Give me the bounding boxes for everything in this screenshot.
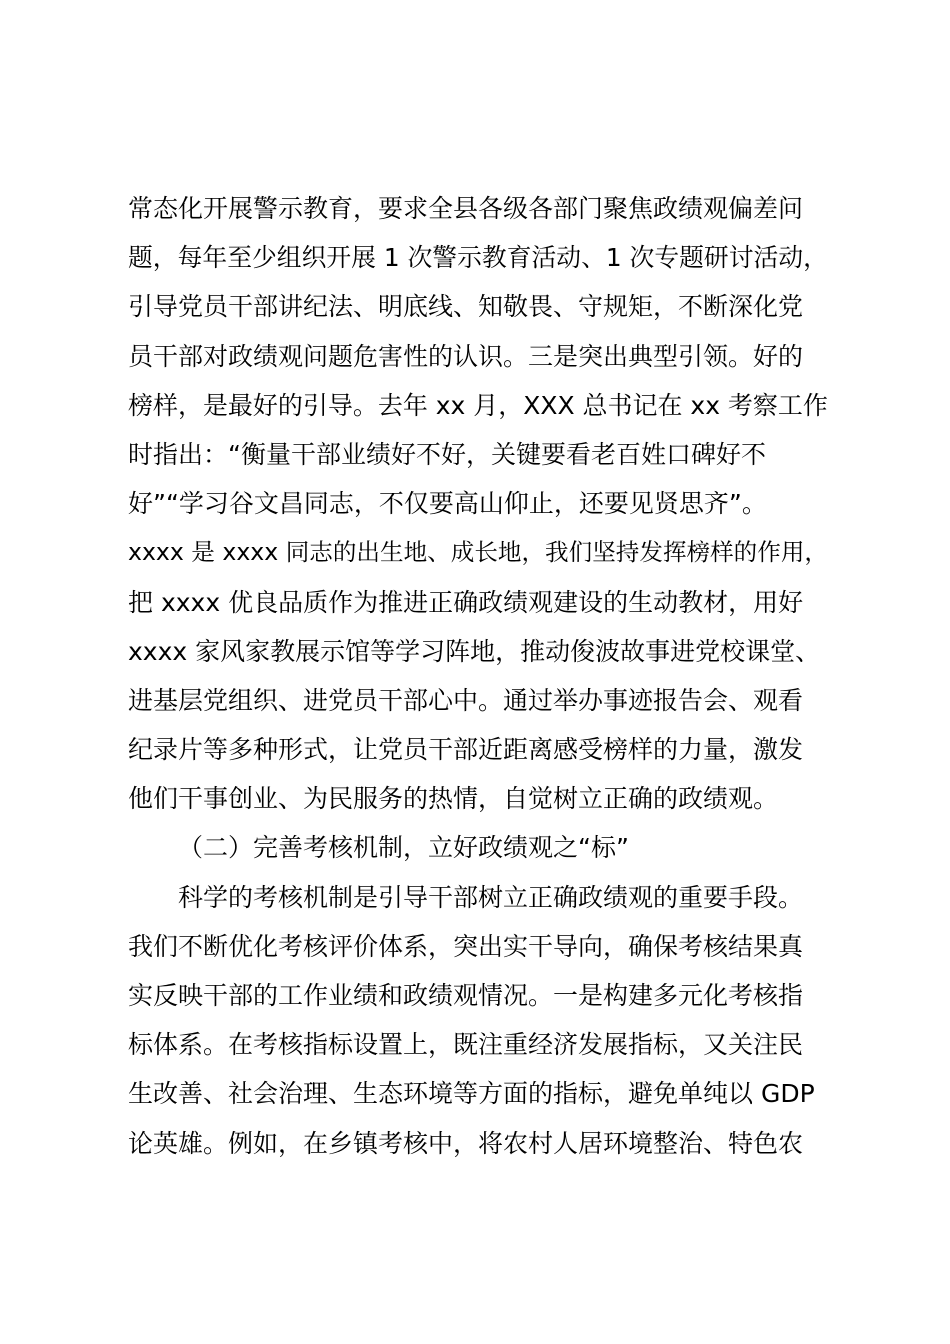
text-line: 论英雄。例如，在乡镇考核中，将农村人居环境整治、特色农 [128,1128,804,1158]
text-line: 常态化开展警示教育，要求全县各级各部门聚焦政绩观偏差问 [128,194,804,223]
paragraph-first-line: 科学的考核机制是引导干部树立正确政绩观的重要手段。 [178,882,804,912]
text-line: 实反映干部的工作业绩和政绩观情况。一是构建多元化考核指 [128,981,804,1010]
text-line: 纪录片等多种形式，让党员干部近距离感受榜样的力量，激发 [128,735,804,765]
text-line: 进基层党组织、进党员干部心中。通过举办事迹报告会、观看 [128,685,804,715]
text-line: 标体系。在考核指标设置上，既注重经济发展指标，又关注民 [128,1030,804,1060]
text-line: 榜样，是最好的引导。去年 xx 月，XXX 总书记在 xx 考察工作 [128,390,828,420]
text-line: xxxx 家风家教展示馆等学习阵地，推动俊波故事进党校课堂、 [128,636,821,666]
text-line: xxxx 是 xxxx 同志的出生地、成长地，我们坚持发挥榜样的作用， [128,538,828,567]
text-line: 我们不断优化考核评价体系，突出实干导向，确保考核结果真 [128,931,804,961]
text-line: 他们干事创业、为民服务的热情，自觉树立正确的政绩观。 [128,784,779,814]
text-line: 生改善、社会治理、生态环境等方面的指标，避免单纯以 GDP [128,1079,815,1109]
text-line: 好”“学习谷文昌同志，不仅要高山仰止，还要见贤思齐”。 [128,489,767,519]
text-line: 把 xxxx 优良品质作为推进正确政绩观建设的生动教材，用好 [128,587,804,617]
text-line: 员干部对政绩观问题危害性的认识。三是突出典型引领。好的 [128,341,804,371]
text-line: 题，每年至少组织开展 1 次警示教育活动、1 次专题研讨活动， [128,243,828,273]
text-line: 引导党员干部讲纪法、明底线、知敬畏、守规矩，不断深化党 [128,292,804,322]
body-text [128,184,828,1168]
section-heading: （二）完善考核机制，立好政绩观之“标” [178,833,629,863]
text-line: 时指出：“衡量干部业绩好不好，关键要看老百姓口碑好不 [128,439,766,469]
